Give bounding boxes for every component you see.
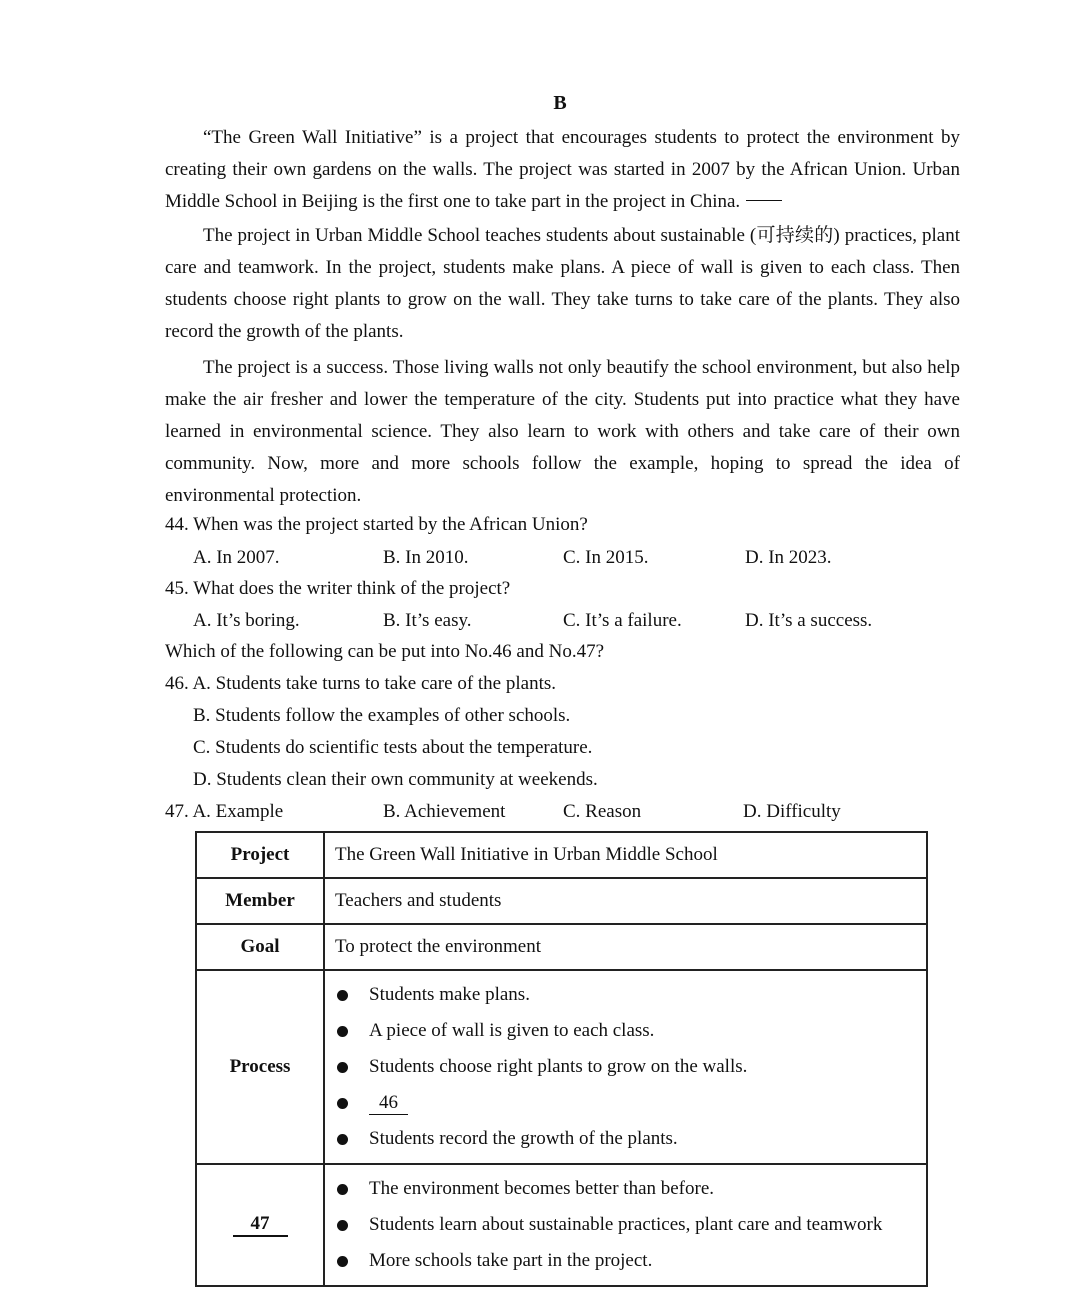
list-item: More schools take part in the project. [335,1243,926,1279]
passage-paragraph-1-text: “The Green Wall Initiative” is a project that encourages students to protect the environment by creating their own gardens on the walls. The project was started in 2007 by the African Union. Urban Middle School in Beijing is the first one to take part in the project in China. [165,127,960,212]
goal-label: Goal [196,924,324,970]
bullet-icon [337,1134,348,1145]
section-letter: B [553,92,567,114]
q45-option-b: B. It’s easy. [383,610,472,631]
list-item: Students learn about sustainable practices, plant care and teamwork [335,1207,926,1243]
project-value: The Green Wall Initiative in Urban Middle School [324,832,927,878]
list-item: A piece of wall is given to each class. [335,1013,926,1049]
q45-option-c: C. It’s a failure. [563,610,682,631]
results-list [325,1165,926,1285]
question-44: 44. When was the project started by the African Union? [165,514,588,535]
bullet-icon [337,1026,348,1037]
bullet-icon [337,1098,348,1109]
q46-option-b: B. Students follow the examples of other schools. [193,705,571,726]
table-row-project [196,832,927,878]
bullet-icon [337,1184,348,1195]
member-value: Teachers and students [324,878,927,924]
q44-option-d: D. In 2023. [745,547,832,568]
q47-option-b: B. Achievement [383,801,506,822]
table-row-47 [196,1164,927,1286]
table-row-member [196,878,927,924]
q44-option-b: B. In 2010. [383,547,469,568]
goal-value: To protect the environment [324,924,927,970]
bullet-icon [337,1220,348,1231]
process-cell [324,970,927,1164]
list-item: The environment becomes better than before. [335,1171,926,1207]
q47-option-c: C. Reason [563,801,642,822]
question-45: 45. What does the writer think of the project? [165,578,511,599]
q44-option-c: C. In 2015. [563,547,649,568]
member-label: Member [196,878,324,924]
blank-46: 46 [369,1092,408,1115]
list-item: Students choose right plants to grow on the walls. [335,1049,926,1085]
q47-option-a: 47. A. Example [165,801,284,822]
bullet-icon [337,990,348,1001]
table-row-goal [196,924,927,970]
process-list [325,971,926,1163]
results-cell [324,1164,927,1286]
list-item: Students record the growth of the plants. [335,1121,926,1157]
q45-option-d: D. It’s a success. [745,610,873,631]
bullet-icon [337,1062,348,1073]
blank-47: 47 [233,1213,288,1237]
instruction-46-47: Which of the following can be put into No.46 and No.47? [165,641,605,662]
process-label: Process [196,970,324,1164]
project-info-table [195,831,928,1287]
project-label: Project [196,832,324,878]
q45-option-a: A. It’s boring. [193,610,300,631]
table-row-process [196,970,927,1164]
fill-blank-line [746,200,782,201]
q46-option-c: C. Students do scientific tests about the temperature. [193,737,593,758]
passage-paragraph-3: The project is a success. Those living walls not only beautify the school environment, but also help make the air fresher and lower the temperature of the city. Students put into practice what they have learned in environmental science. They also learn to work with others and take care of their own community. Now, more and more schools follow the example, hoping to spread the idea of environmental protection. [165,357,960,506]
list-item: Students make plans. [335,977,926,1013]
q46-option-a: 46. A. Students take turns to take care of the plants. [165,673,556,694]
bullet-icon [337,1256,348,1267]
q47-option-d: D. Difficulty [743,801,841,822]
passage-paragraph-1 [165,122,960,218]
blank-47-cell [196,1164,324,1286]
q44-option-a: A. In 2007. [193,547,280,568]
q46-option-d: D. Students clean their own community at weekends. [193,769,598,790]
passage-paragraph-2: The project in Urban Middle School teaches students about sustainable (可持续的) practices, plant care and teamwork. In the project, students make plans. A piece of wall is given to each class. Then students choose right plants to grow on the wall. They take turns to take care of the plants. They also record the growth of the plants. [165,225,960,342]
list-item [335,1085,926,1121]
